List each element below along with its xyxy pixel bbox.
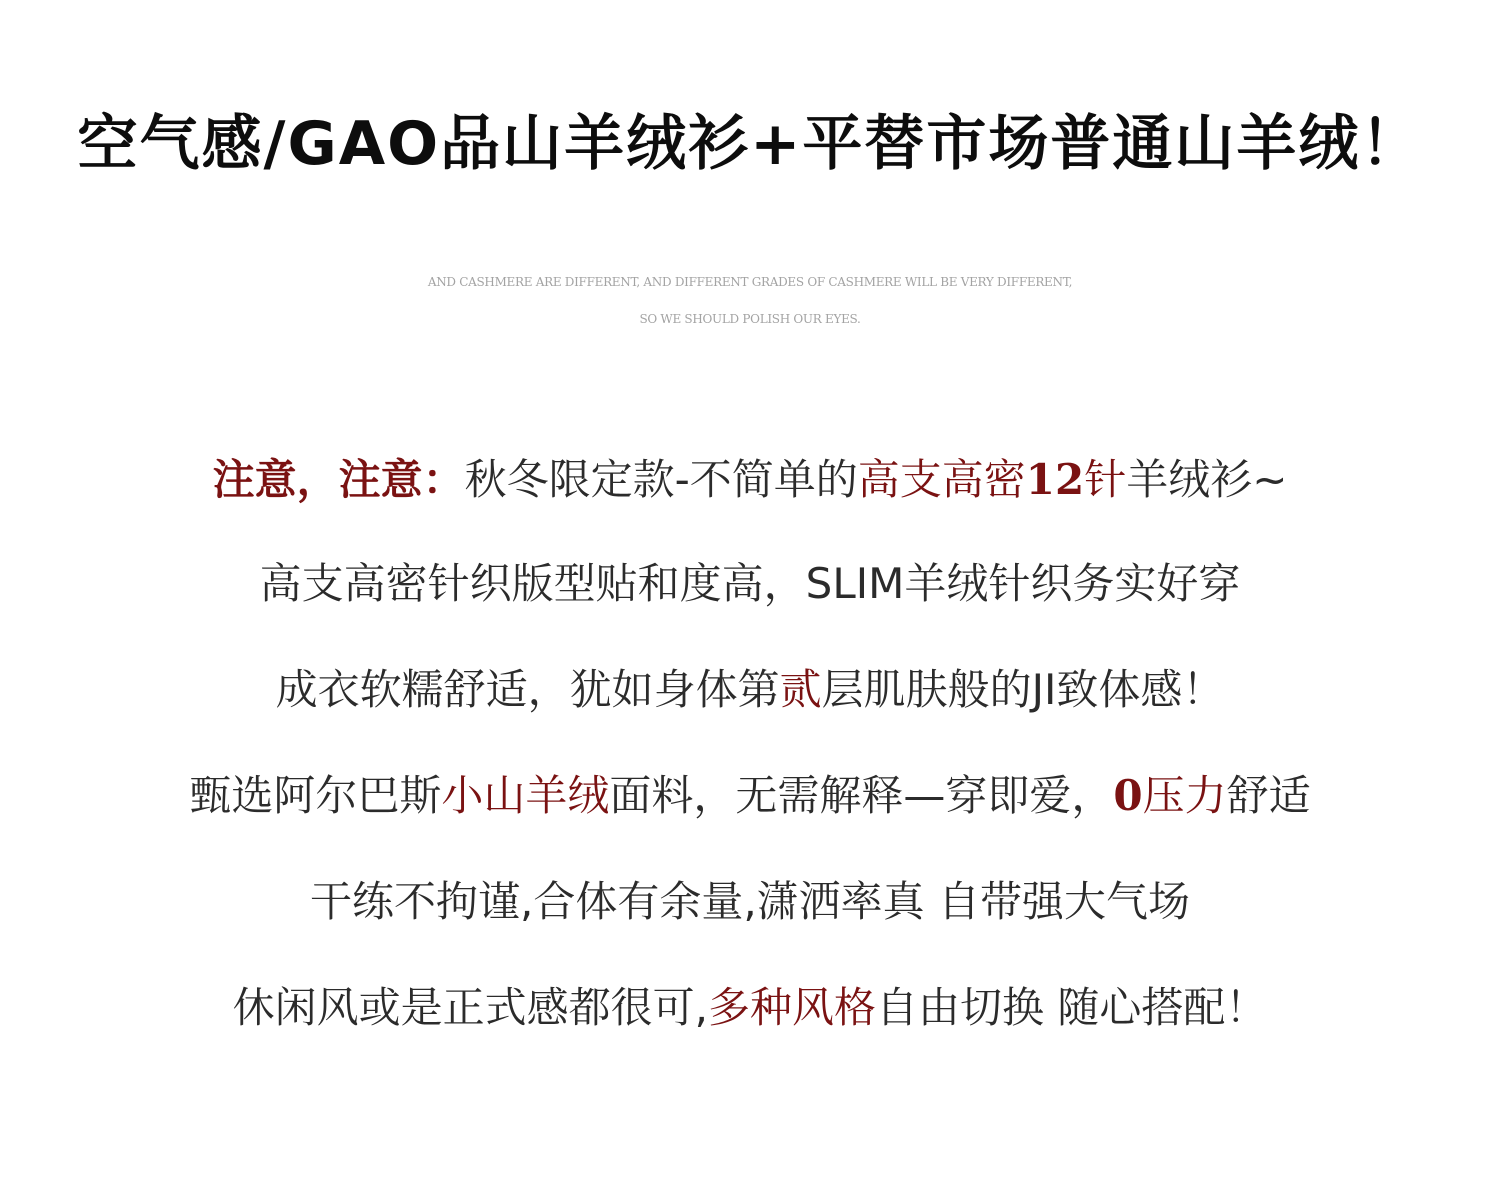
line1-highlight-b: 针 bbox=[1084, 455, 1127, 504]
line4-text-c: 舒适 bbox=[1226, 771, 1311, 820]
line1-text-a: 秋冬限定款-不简单的 bbox=[464, 455, 858, 504]
line4-highlight-number: 0 bbox=[1113, 771, 1143, 820]
line6-text-b: 自由切换 随心搭配！ bbox=[876, 983, 1268, 1032]
line1-highlight-a: 高支高密 bbox=[857, 455, 1026, 504]
feature-line-2 bbox=[0, 554, 1500, 614]
line3-text-b: 层肌肤般的JI致体感！ bbox=[821, 665, 1225, 714]
line4-highlight-a: 小山羊绒 bbox=[441, 771, 610, 820]
line5-text: 干练不拘谨,合体有余量,潇洒率真 自带强大气场 bbox=[309, 877, 1191, 926]
attention-label: 注意，注意： bbox=[212, 455, 465, 504]
feature-line-6 bbox=[0, 978, 1500, 1038]
line2-text: 高支高密针织版型贴和度高，SLIM羊绒针织务实好穿 bbox=[259, 559, 1241, 608]
feature-line-3 bbox=[0, 660, 1500, 720]
subtitle-line-1: AND CASHMERE ARE DIFFERENT, AND DIFFERENT GRADES OF CASHMERE WILL BE VERY DIFFERENT, bbox=[427, 275, 1073, 289]
line1-text-b: 羊绒衫~ bbox=[1126, 455, 1288, 504]
headline-title: 空气感/GAO品山羊绒衫+平替市场普通山羊绒！ bbox=[77, 109, 1423, 179]
feature-line-5 bbox=[0, 872, 1500, 932]
line4-text-b: 面料，无需解释—穿即爱， bbox=[609, 771, 1114, 820]
feature-line-4 bbox=[0, 766, 1500, 826]
subtitle-line-2: SO WE SHOULD POLISH OUR EYES. bbox=[639, 312, 861, 326]
line6-highlight: 多种风格 bbox=[707, 983, 876, 1032]
line6-text-a: 休闲风或是正式感都很可, bbox=[232, 983, 708, 1032]
line3-highlight: 贰 bbox=[779, 665, 822, 714]
line4-text-a: 甄选阿尔巴斯 bbox=[189, 771, 442, 820]
line1-highlight-number: 12 bbox=[1025, 455, 1085, 504]
line3-text-a: 成衣软糯舒适，犹如身体第 bbox=[275, 665, 780, 714]
feature-line-1 bbox=[0, 450, 1500, 510]
line4-highlight-b: 压力 bbox=[1142, 771, 1227, 820]
